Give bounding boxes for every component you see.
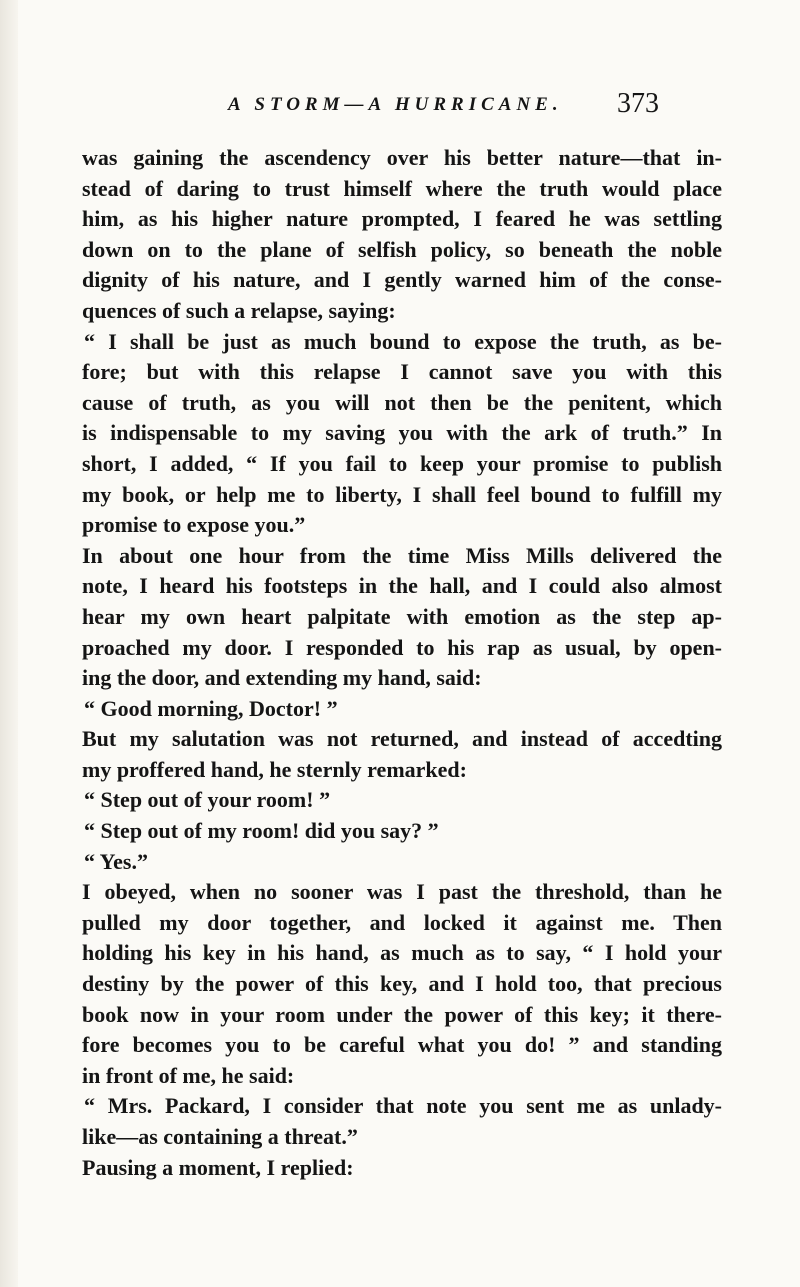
text-line: down on to the plane of selfish policy, so beneath the noble	[82, 236, 722, 262]
text-line: “ Mrs. Packard, I consider that note you sent me as unlady-	[84, 1093, 722, 1119]
text-line: Pausing a moment, I replied:	[82, 1154, 354, 1180]
text-line: is indispensable to my saving you with the ark of truth.” In	[82, 420, 722, 446]
page-number: 373	[617, 88, 659, 119]
page-header	[0, 88, 800, 128]
running-head: A STORM—A HURRICANE.	[228, 94, 563, 115]
text-line: pulled my door together, and locked it against me. Then	[82, 909, 722, 935]
page-edge-shadow	[0, 0, 18, 1287]
text-line: “ I shall be just as much bound to expose the truth, as be-	[84, 328, 722, 354]
text-line: in front of me, he said:	[82, 1062, 295, 1088]
text-line: hear my own heart palpitate with emotion as the step ap-	[82, 603, 722, 629]
text-line: cause of truth, as you will not then be the penitent, which	[82, 389, 722, 415]
text-line: was gaining the ascendency over his better nature—that in-	[82, 145, 722, 170]
text-line: destiny by the power of this key, and I hold too, that precious	[82, 971, 722, 997]
text-line: fore; but with this relapse I cannot save you with this	[82, 359, 722, 385]
text-line: I obeyed, when no sooner was I past the threshold, than he	[82, 879, 722, 905]
text-line: “ Step out of your room! ”	[84, 787, 331, 813]
text-line: fore becomes you to be careful what you do! ” and standing	[82, 1032, 722, 1058]
body-text	[82, 143, 722, 1183]
text-line: book now in your room under the power of this key; it there-	[82, 1001, 722, 1027]
text-line: “ Good morning, Doctor! ”	[84, 695, 338, 721]
text-line: my book, or help me to liberty, I shall feel bound to fulfill my	[82, 481, 722, 507]
text-line: quences of such a relapse, saying:	[82, 297, 396, 323]
text-line: proached my door. I responded to his rap as usual, by open-	[82, 634, 722, 660]
text-line: dignity of his nature, and I gently warned him of the conse-	[82, 267, 722, 293]
text-line: him, as his higher nature prompted, I feared he was settling	[82, 206, 722, 232]
text-line: promise to expose you.”	[82, 512, 306, 538]
text-line: note, I heard his footsteps in the hall, and I could also almost	[82, 573, 722, 599]
text-line: my proffered hand, he sternly remarked:	[82, 756, 467, 782]
text-line: “ Step out of my room! did you say? ”	[84, 818, 439, 844]
text-line: like—as containing a threat.”	[82, 1124, 358, 1149]
text-line: short, I added, “ If you fail to keep your promise to publish	[82, 450, 722, 476]
text-line: “ Yes.”	[84, 848, 148, 874]
text-line: stead of daring to trust himself where the truth would place	[82, 175, 722, 201]
text-line: In about one hour from the time Miss Mills delivered the	[82, 542, 722, 568]
text-line: ing the door, and extending my hand, said:	[82, 665, 482, 691]
text-line: But my salutation was not returned, and instead of accedting	[82, 726, 722, 752]
text-line: holding his key in his hand, as much as to say, “ I hold your	[82, 940, 722, 966]
